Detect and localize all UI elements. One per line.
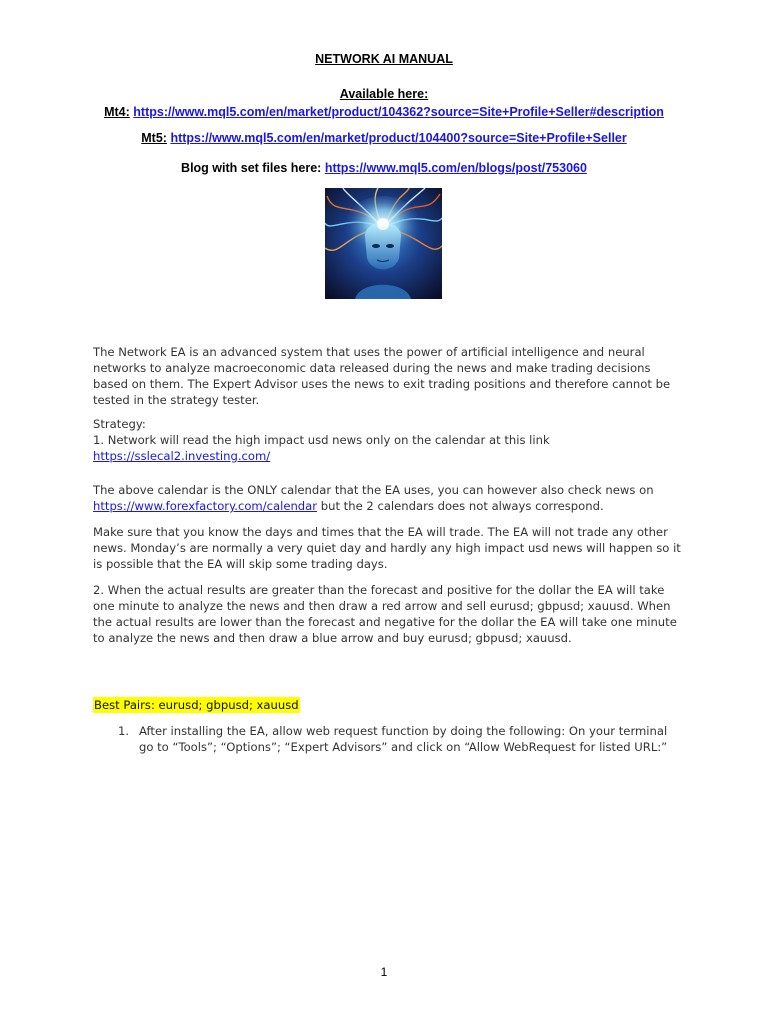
mt5-link[interactable]: https://www.mql5.com/en/market/product/104400?source=Site+Profile+Seller xyxy=(170,131,627,145)
strategy-heading: Strategy: xyxy=(93,417,146,431)
mt4-link[interactable]: https://www.mql5.com/en/market/product/104362?source=Site+Profile+Seller#description xyxy=(133,105,664,119)
mt5-line xyxy=(0,131,768,145)
forexfactory-link[interactable]: https://www.forexfactory.com/calendar xyxy=(93,499,318,513)
list-item xyxy=(118,723,678,755)
strategy-section xyxy=(93,416,683,464)
calendar-note xyxy=(93,482,683,514)
blog-label: Blog with set files here: xyxy=(181,161,322,175)
intro-paragraph: The Network EA is an advanced system that uses the power of artificial intelligence and neural networks to analyze macroeconomic data released during the news and make trading decisions based on them. The Expert Advisor uses the news to exit trading positions and therefore cannot be tested in the strategy tester. xyxy=(93,345,671,407)
best-pairs-highlight: Best Pairs: eurusd; gbpusd; xauusd xyxy=(94,698,299,712)
available-heading: Available here: xyxy=(339,87,429,101)
blog-link[interactable]: https://www.mql5.com/en/blogs/post/753060 xyxy=(324,161,587,175)
blog-line xyxy=(0,161,768,175)
page-number: 1 xyxy=(380,965,388,979)
strategy-point-2: 2. When the actual results are greater than the forecast and positive for the dollar the EA will take one minute to analyze the news and then draw a red arrow and sell eurusd; gbpusd; xauusd. When the actual results are lower than the forecast and negative for the dollar the EA will take one minute to analyze the news and then draw a blue arrow and buy eurusd; gbpusd; xauusd. xyxy=(93,583,677,645)
mt4-line xyxy=(0,105,768,119)
mt5-label: Mt5: xyxy=(141,131,167,145)
strategy-point-1: 1. Network will read the high impact usd news only on the calendar at this link xyxy=(93,433,550,447)
trading-days-note: Make sure that you know the days and times that the EA will trade. The EA will not trade any other news. Monday’s are normally a very quiet day and hardly any high impact usd news will happen so it is possible that the EA will skip some trading days. xyxy=(93,525,681,571)
calendar-note-text-a: The above calendar is the ONLY calendar that the EA uses, you can however also check news on xyxy=(93,483,654,497)
investing-calendar-link[interactable]: https://sslecal2.investing.com/ xyxy=(93,449,271,463)
list-number: 1. xyxy=(118,724,130,738)
list-text: After installing the EA, allow web request function by doing the following: On your terminal go to “Tools”; “Options”; “Expert Advisors” and click on “Allow WebRequest for listed URL:” xyxy=(139,724,668,754)
document-title: NETWORK AI MANUAL xyxy=(315,52,453,66)
mt4-label: Mt4: xyxy=(104,105,130,119)
calendar-note-text-b: but the 2 calendars does not always correspond. xyxy=(317,499,604,513)
ai-head-image xyxy=(325,188,442,299)
